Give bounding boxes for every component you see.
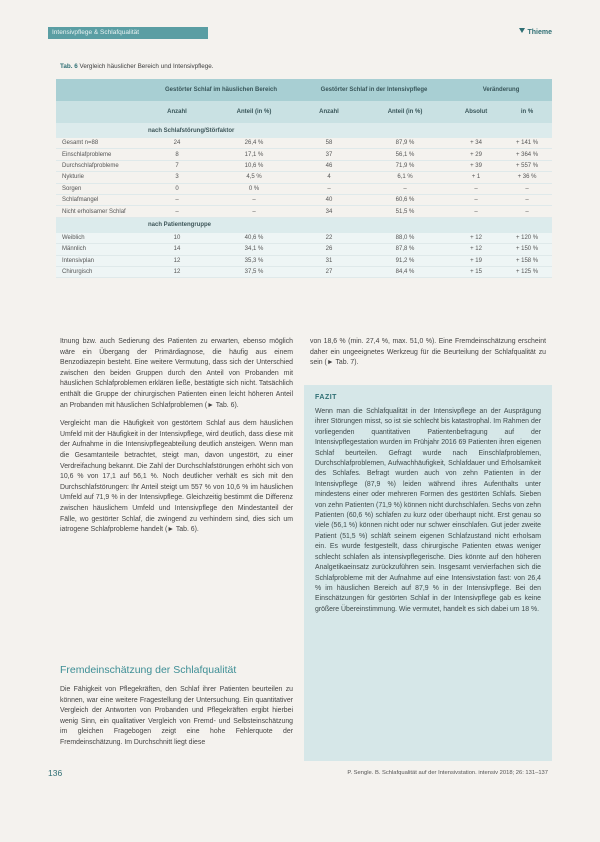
paragraph: Itnung bzw. auch Sedierung des Patienten zu erwarten, ebenso möglich wäre ein Übergang der Primärdiagnose, die häufig aus einem Benzodiazepin besteht. Eine weitere Vermutung, dass sich der Unterschied zwischen den beiden Gruppen durch den Anteil von Probanden mit häuslichen Schlafproblemen erklären ließe, bestätigte sich nicht. Tatsächlich enthält die Gruppe der chirurgischen Patienten einen leicht höheren Anteil an Probanden mit häuslichen Schlafproblemen (► Tab. 6).	[60, 338, 293, 409]
table-cell: 51,5 %	[360, 206, 450, 217]
right-column-top	[310, 337, 546, 369]
table-row	[56, 255, 552, 266]
brand-logo	[519, 27, 552, 39]
table-cell: 17,1 %	[210, 149, 298, 160]
comparison-table	[56, 79, 552, 278]
table-row-label: Chirurgisch	[56, 266, 144, 277]
table-cell: + 12	[450, 233, 502, 244]
table-corner	[56, 101, 144, 123]
table-cell: –	[210, 194, 298, 205]
table-cell: + 120 %	[502, 233, 552, 244]
table-row-label: Nicht erholsamer Schlaf	[56, 206, 144, 217]
table-cell: 7	[144, 160, 210, 171]
table-cell: 71,9 %	[360, 160, 450, 171]
table-cell: 26	[298, 244, 360, 255]
table-row	[56, 183, 552, 194]
table-cell: 0	[144, 183, 210, 194]
table-sub-header: Anzahl	[298, 101, 360, 123]
table-row	[56, 266, 552, 277]
table-group-header: Gestörter Schlaf im häuslichen Bereich	[144, 79, 298, 101]
table-row	[56, 172, 552, 183]
table-sub-header: in %	[502, 101, 552, 123]
table-cell: –	[450, 194, 502, 205]
table-caption	[60, 63, 214, 70]
table-row	[56, 160, 552, 171]
table-cell: 37	[298, 149, 360, 160]
table-cell: + 19	[450, 255, 502, 266]
table-section-title: nach Schlafstörung/Störfaktor	[144, 123, 552, 138]
table-cell: 24	[144, 138, 210, 149]
table-cell: –	[502, 206, 552, 217]
table-cell: 10,6 %	[210, 160, 298, 171]
table-cell: + 557 %	[502, 160, 552, 171]
brand-name: Thieme	[527, 29, 552, 36]
table-group-header-row	[56, 79, 552, 101]
table-cell: 8	[144, 149, 210, 160]
thieme-triangle-icon	[519, 28, 525, 33]
table-cell: 35,3 %	[210, 255, 298, 266]
table-cell: 34	[298, 206, 360, 217]
table-row-label: Durchschlafprobleme	[56, 160, 144, 171]
table-sub-header: Anteil (in %)	[360, 101, 450, 123]
table-sub-header: Anteil (in %)	[210, 101, 298, 123]
left-column-top	[60, 337, 293, 536]
table-cell: 40	[298, 194, 360, 205]
table-cell: 58	[298, 138, 360, 149]
table-row-label: Weiblich	[56, 233, 144, 244]
table-cell: + 12	[450, 244, 502, 255]
table-section-title: nach Patientengruppe	[144, 217, 552, 233]
table-caption-label: Tab. 6	[60, 63, 78, 70]
table-cell: + 141 %	[502, 138, 552, 149]
table-cell: 12	[144, 266, 210, 277]
table-cell: + 15	[450, 266, 502, 277]
table-cell: 26,4 %	[210, 138, 298, 149]
table-row	[56, 244, 552, 255]
table-cell: –	[450, 183, 502, 194]
table-group-header: Veränderung	[450, 79, 552, 101]
section-label: Intensivpflege & Schlafqualität	[52, 29, 140, 36]
table-cell: 10	[144, 233, 210, 244]
table-row-label: Einschlafprobleme	[56, 149, 144, 160]
fazit-box	[304, 385, 552, 761]
table-cell: + 34	[450, 138, 502, 149]
table-sub-header-row	[56, 101, 552, 123]
table-row	[56, 206, 552, 217]
table-cell: 22	[298, 233, 360, 244]
left-column-bottom	[60, 685, 293, 749]
paragraph: von 18,6 % (min. 27,4 %, max. 51,0 %). Eine Fremdeinschätzung erscheint daher ein ungeeignetes Werkzeug für die Beurteilung der Schlafqualität zu sein (► Tab. 7).	[310, 338, 546, 367]
table-cell: + 29	[450, 149, 502, 160]
table-cell: 60,6 %	[360, 194, 450, 205]
table-cell: + 125 %	[502, 266, 552, 277]
table-caption-text: Vergleich häuslicher Bereich und Intensivpflege.	[79, 63, 214, 70]
table-row	[56, 138, 552, 149]
table-cell: 27	[298, 266, 360, 277]
table-cell: 4	[298, 172, 360, 183]
table-cell: 56,1 %	[360, 149, 450, 160]
table-sub-header: Absolut	[450, 101, 502, 123]
table-section-body	[56, 233, 552, 278]
table-section-body	[56, 138, 552, 217]
table-cell: 88,0 %	[360, 233, 450, 244]
table-cell: 87,8 %	[360, 244, 450, 255]
paragraph: Die Fähigkeit von Pflegekräften, den Schlaf ihrer Patienten beurteilen zu können, war eine weitere Fragestellung der Untersuchung. Ein quantitativer Vergleich der Antworten von Probanden und Pflegekräften ergibt hierbei wenig Sinn, ein qualitativer Vergleich von Fremd- und Selbsteinschätzung im gleichen Fragebogen zeigt eine hohe Fehlerquote der Fremdeinschätzung. Im Durchschnitt liegt diese	[60, 686, 293, 746]
table-cell: 0 %	[210, 183, 298, 194]
table-cell: 40,6 %	[210, 233, 298, 244]
table-cell: 91,2 %	[360, 255, 450, 266]
table-cell: 14	[144, 244, 210, 255]
table-cell: 3	[144, 172, 210, 183]
table-section-row	[56, 123, 552, 138]
table-row-label: Gesamt n=88	[56, 138, 144, 149]
table-row-label: Sorgen	[56, 183, 144, 194]
table-cell: –	[502, 194, 552, 205]
table-row-label: Schlafmangel	[56, 194, 144, 205]
table-row	[56, 233, 552, 244]
table-cell: –	[298, 183, 360, 194]
table-cell: –	[360, 183, 450, 194]
section-heading: Fremdeinschätzung der Schlafqualität	[60, 664, 237, 676]
table-row	[56, 194, 552, 205]
table-cell: + 158 %	[502, 255, 552, 266]
table-cell: 87,9 %	[360, 138, 450, 149]
table-section-row	[56, 217, 552, 233]
table-cell: 46	[298, 160, 360, 171]
table-row-label: Intensivplan	[56, 255, 144, 266]
table-cell: 31	[298, 255, 360, 266]
table-cell: –	[144, 194, 210, 205]
table-row-label: Männlich	[56, 244, 144, 255]
table-row	[56, 149, 552, 160]
paragraph: Vergleicht man die Häufigkeit von gestörtem Schlaf aus dem häuslichen Umfeld mit der Häufigkeit in der Intensivpflege, wird deutlich, dass diese mit der Aufnahme in die Intensivpflegeabteilung deutlich ansteigen. Wenn man die Gesamtanteile betrachtet, steigt man, davon ungestört, zu einer Verdreifachung bekannt. Die Zahl der Durchschlafstörungen erhöht sich von 10,6 % von 17,1 auf 56,1 %. Noch deutlicher verhält es sich mit den Durchschlafstörungen: Ihr Anteil steigt um 557 % von 10,6 % im häuslichen Umfeld auf 71,9 % in der Intensivpflege. Gleichzeitig bestimmt die Differenz zwischen häuslichem Umfeld und Intensivpflege den Mindestanteil der Fälle, wo gestörter Schlaf, die zwingend zu verhindern sind, dies sich um iatrogene Schlafprobleme handelt (► Tab. 6).	[60, 420, 293, 534]
table-cell: 12	[144, 255, 210, 266]
fazit-text: Wenn man die Schlafqualität in der Intensivpflege an der Ausprägung ihrer Störungen misst, so ist sie schlecht bis katastrophal. Im Rahmen der vorliegenden quantitativen Patientenbefragung auf der Intensivpflegestation wurden im Frühjahr 2016 69 Patienten ihren eigenen Schlaf beurteilen. Gefragt wurde nach Einschlafproblemen, Durchschlafproblemen, Aufwachhäufigkeit, Schlafdauer und Erholsamkeit des Schlafes. Befragt wurden auch von zehn Patienten in der Intensivpflege (87,9 %) leiden während ihres Aufenthalts unter mindestens einer oder mehreren Formen des gestörten Schlafs. Sieben von zehn Patienten (71,9 %) können nicht durchschlafen. Sechs von zehn Patienten (60,6 %) schlafen zu kurz oder überhaupt nicht. Erst genau so viele (56,1 %) können nicht oder nur schwer einschlafen. Gut jeder zweite Patient (51,5 %) schläft seinem eigenen Schlafzustand nicht erholsam ein. Es wurde festgestellt, dass chirurgische Patienten etwas weniger schlecht schlafen als intensivpflegerische. Dies könnte auf den höheren Analgetikaeinsatz zurückzuführen sein. Insgesamt vervierfachen sich die Schlafprobleme mit der Aufnahme auf eine Intensivstation fast: von 26,4 % im häuslichen Bereich auf 87,9 % in der Intensivpflege. Bei den Einschätzungen für gestörten Schlaf in der Intensivpflege gab es keine größere Übereinstimmung. Wie vermutet, handelt es sich dabei um 18 %.	[315, 408, 541, 613]
table-cell: –	[144, 206, 210, 217]
citation-footer: P. Sengle. B. Schlafqualität auf der Intensivstation. intensiv 2018; 26: 131–137	[347, 770, 548, 776]
table-sub-header: Anzahl	[144, 101, 210, 123]
table-cell: –	[502, 183, 552, 194]
table-cell: + 364 %	[502, 149, 552, 160]
page-number: 136	[48, 768, 63, 778]
table-cell: –	[210, 206, 298, 217]
table-corner	[56, 79, 144, 101]
table-cell: + 150 %	[502, 244, 552, 255]
table-cell: 84,4 %	[360, 266, 450, 277]
table-cell: 4,5 %	[210, 172, 298, 183]
table-cell: 37,5 %	[210, 266, 298, 277]
table-cell: + 36 %	[502, 172, 552, 183]
table-cell: + 1	[450, 172, 502, 183]
fazit-title: FAZIT	[315, 394, 337, 401]
table-row-label: Nykturie	[56, 172, 144, 183]
table-cell: –	[450, 206, 502, 217]
section-label-bar	[48, 27, 208, 39]
table-cell: + 39	[450, 160, 502, 171]
table-group-header: Gestörter Schlaf in der Intensivpflege	[298, 79, 450, 101]
table-cell: 34,1 %	[210, 244, 298, 255]
table-cell: 6,1 %	[360, 172, 450, 183]
